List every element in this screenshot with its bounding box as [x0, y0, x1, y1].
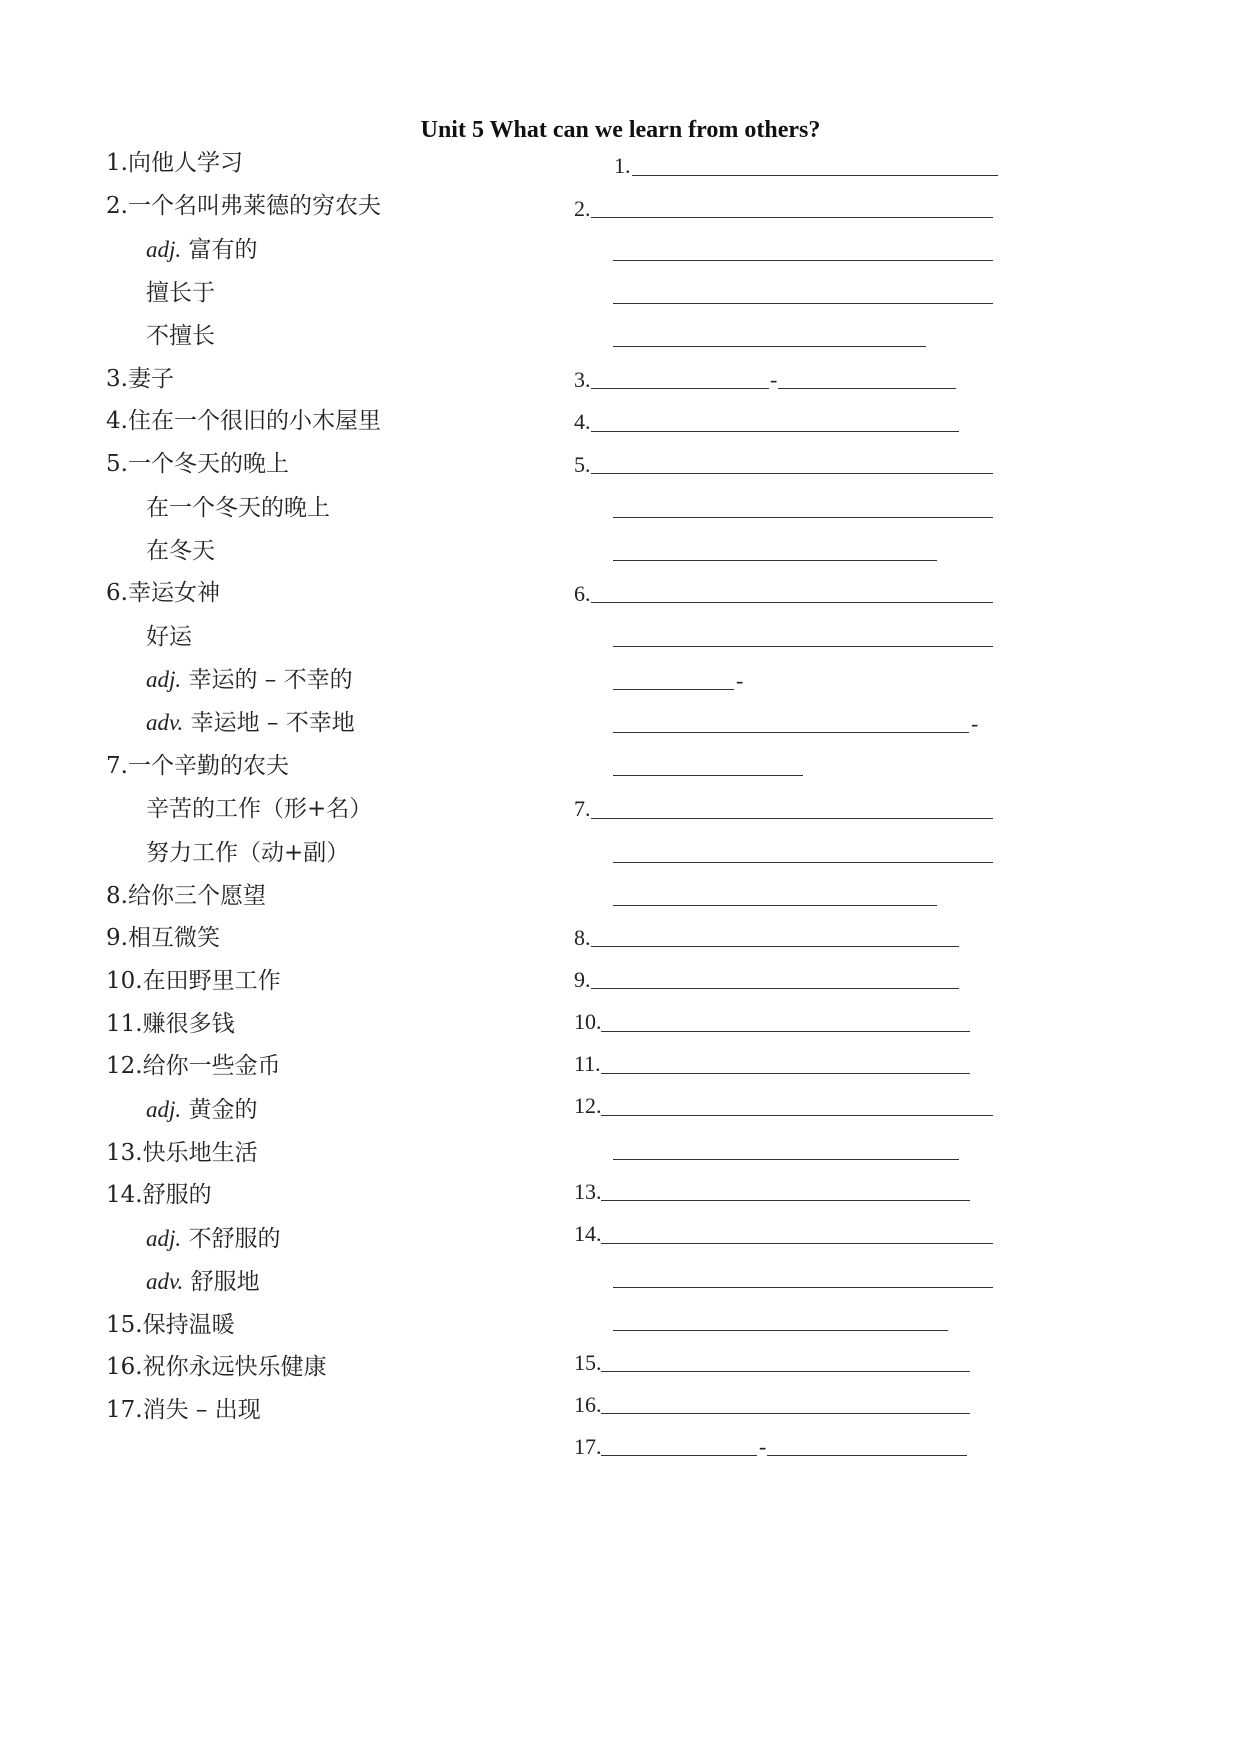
prompt-5b: 在冬天	[146, 538, 215, 564]
answer-blank-11[interactable]	[601, 1073, 970, 1074]
answer-number: 10.	[574, 1009, 602, 1034]
dash-separator: -	[770, 367, 778, 392]
answer-blank-5a[interactable]	[613, 517, 993, 518]
answer-number: 14.	[574, 1221, 602, 1246]
prompt-7a: 辛苦的工作（形+名）	[146, 796, 373, 822]
answer-blank-8[interactable]	[591, 946, 959, 947]
prompt-9: 9.相互微笑	[106, 925, 220, 951]
answer-blank-13[interactable]	[601, 1200, 970, 1201]
prompt-15: 15.保持温暖	[106, 1312, 235, 1338]
prompt-4: 4.住在一个很旧的小木屋里	[106, 408, 381, 434]
answer-blank-6c[interactable]	[613, 732, 969, 733]
answer-number: 11.	[574, 1051, 601, 1076]
prompt-14b: adv. 舒服地	[146, 1269, 260, 1295]
answer-blank-2b[interactable]	[613, 303, 993, 304]
prompt-8: 8.给你三个愿望	[106, 883, 266, 909]
prompt-2c: 不擅长	[146, 323, 215, 349]
answer-blank-6d[interactable]	[613, 775, 803, 776]
prompt-12a: adj. 黄金的	[146, 1097, 258, 1123]
prompt-6a: 好运	[146, 624, 192, 650]
answer-number: 15.	[574, 1350, 602, 1375]
answer-number: 9.	[574, 967, 591, 992]
prompt-6b: adj. 幸运的 – 不幸的	[146, 667, 353, 693]
answer-blank-7[interactable]	[591, 818, 993, 819]
prompt-13: 13.快乐地生活	[106, 1140, 258, 1166]
prompt-1: 1.向他人学习	[106, 150, 243, 176]
prompt-10: 10.在田野里工作	[106, 968, 281, 994]
answer-number: 1.	[614, 153, 631, 178]
prompt-7: 7.一个辛勤的农夫	[106, 753, 289, 779]
answer-blank-2a[interactable]	[613, 260, 993, 261]
dash-separator: -	[736, 668, 744, 693]
answer-number: 6.	[574, 581, 591, 606]
answer-blank-2c[interactable]	[613, 346, 926, 347]
answer-blank-7a[interactable]	[613, 862, 993, 863]
answer-blank-3b[interactable]	[778, 388, 956, 389]
answer-number: 13.	[574, 1179, 602, 1204]
answer-number: 4.	[574, 409, 591, 434]
prompt-5a: 在一个冬天的晚上	[146, 495, 330, 521]
answer-number: 5.	[574, 452, 591, 477]
prompt-14: 14.舒服的	[106, 1182, 212, 1208]
answer-blank-12a[interactable]	[613, 1159, 959, 1160]
answer-blank-5b[interactable]	[613, 560, 937, 561]
prompt-6: 6.幸运女神	[106, 580, 220, 606]
prompt-3: 3.妻子	[106, 366, 174, 392]
dash-separator: -	[971, 711, 979, 736]
answer-number: 7.	[574, 796, 591, 821]
prompt-2a: adj. 富有的	[146, 237, 258, 263]
answer-blank-14[interactable]	[601, 1243, 993, 1244]
dash-separator: -	[759, 1434, 767, 1459]
prompt-2b: 擅长于	[146, 280, 215, 306]
answer-blank-3a[interactable]	[591, 388, 769, 389]
answer-blank-7b[interactable]	[613, 905, 937, 906]
prompt-12: 12.给你一些金币	[106, 1053, 281, 1079]
answer-blank-15[interactable]	[601, 1371, 970, 1372]
answer-blank-6a[interactable]	[613, 646, 993, 647]
answer-blank-9[interactable]	[591, 988, 959, 989]
prompt-5: 5.一个冬天的晚上	[106, 451, 289, 477]
answer-blank-1[interactable]	[632, 175, 998, 176]
answer-number: 17.	[574, 1434, 602, 1459]
answer-blank-17b[interactable]	[767, 1455, 967, 1456]
prompt-6c: adv. 幸运地 – 不幸地	[146, 710, 355, 736]
prompt-2: 2.一个名叫弗莱德的穷农夫	[106, 193, 381, 219]
answer-blank-12[interactable]	[601, 1115, 993, 1116]
answer-blank-16[interactable]	[601, 1413, 970, 1414]
answer-number: 8.	[574, 925, 591, 950]
answer-blank-14a[interactable]	[613, 1287, 993, 1288]
answer-blank-2[interactable]	[591, 217, 993, 218]
answer-blank-4[interactable]	[591, 431, 959, 432]
prompt-11: 11.赚很多钱	[106, 1011, 235, 1037]
answer-blank-14b[interactable]	[613, 1330, 948, 1331]
answer-number: 16.	[574, 1392, 602, 1417]
answer-number: 12.	[574, 1093, 602, 1118]
page-title: Unit 5 What can we learn from others?	[420, 117, 821, 143]
prompt-16: 16.祝你永远快乐健康	[106, 1354, 327, 1380]
prompt-7b: 努力工作（动+副）	[146, 840, 350, 866]
answer-blank-5[interactable]	[591, 473, 993, 474]
answer-number: 2.	[574, 196, 591, 221]
answer-blank-10[interactable]	[601, 1031, 970, 1032]
answer-number: 3.	[574, 367, 591, 392]
answer-blank-17a[interactable]	[601, 1455, 757, 1456]
prompt-17: 17.消失 – 出现	[106, 1397, 261, 1423]
answer-blank-6[interactable]	[591, 602, 993, 603]
prompt-14a: adj. 不舒服的	[146, 1226, 281, 1252]
answer-blank-6b[interactable]	[613, 689, 734, 690]
